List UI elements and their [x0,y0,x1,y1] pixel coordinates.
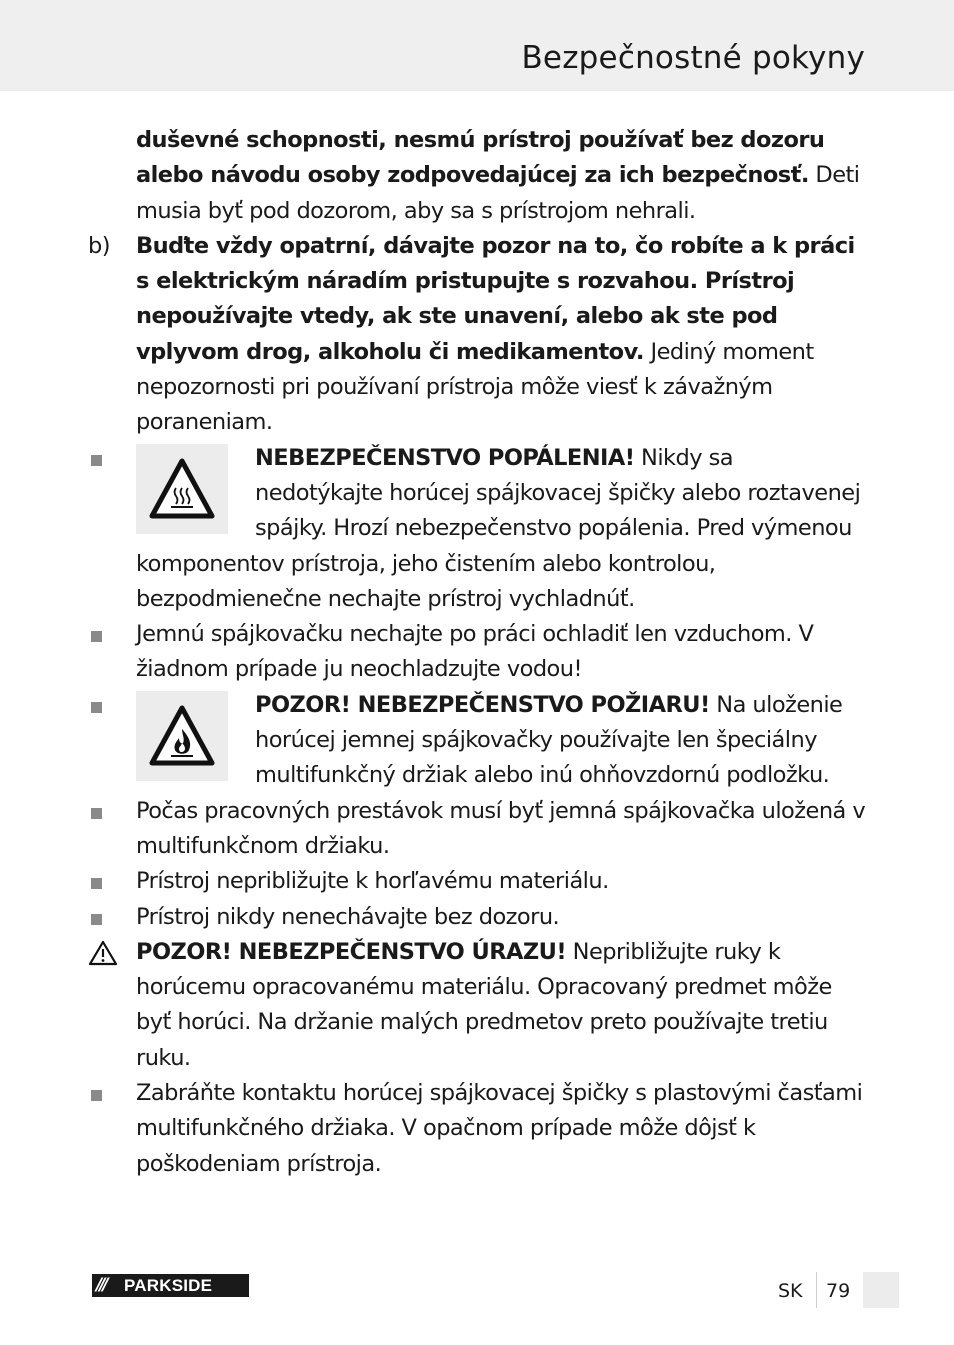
body-text: Nikdy sa nedotýkajte horúcej spájkovacej špičky alebo roztavenej spájky. Hrozí nebezpečenstvo popálenia. Pred výmenou komponentov prístroja, jeho čistením alebo kontrolou, bezpodmienečne nechajte prístroj vychladnúť. [136,444,861,612]
list-item [88,617,866,688]
hot-surface-warning-icon [136,444,228,534]
bold-text: NEBEZPEČENSTVO POPÁLENIA! [255,444,635,471]
body-text: Deti musia byť pod dozorom, aby sa s prístrojom nehrali. [136,162,860,224]
list-item [88,1076,866,1182]
body-text: Nepribližujte ruky k horúcemu opracovanému materiálu. Opracovaný predmet môže byť horúci. Na držanie malých predmetov preto používajte tretiu ruku. [136,938,832,1071]
body-text: Jediný moment nepozornosti pri používaní prístroja môže viesť k závažným poraneniam. [136,338,814,436]
paragraph [88,123,866,229]
list-item [88,688,866,794]
list-item [88,864,866,899]
body-text: Prístroj nepribližujte k horľavému materiálu. [136,868,609,895]
warning-triangle-icon [88,940,118,977]
bold-text: POZOR! NEBEZPEČENSTVO ÚRAZU! [136,938,567,965]
footer-divider [816,1272,817,1308]
page-title: Bezpečnostné pokyny [521,40,865,76]
list-item [88,441,866,617]
page-tab-marker [863,1272,899,1308]
parkside-logo [92,1274,249,1297]
list-marker: b) [88,232,110,259]
page-number: 79 [826,1280,851,1302]
logo-slashes: /// [96,1275,106,1295]
bold-text: duševné schopnosti, nesmú prístroj používať bez dozoru alebo návodu osoby zodpovedajúcej za ich bezpečnosť. [136,127,825,189]
page-content [88,123,866,1182]
body-text: Zabráňte kontaktu horúcej spájkovacej špičky s plastovými časťami multifunkčného držiaka. V opačnom prípade môže dôjsť k poškodeniam prístroja. [136,1080,863,1177]
list-item [88,935,866,1076]
body-text: Jemnú spájkovačku nechajte po práci ochladiť len vzduchom. V žiadnom prípade ju neochladzujte vodou! [136,621,814,683]
list-item [88,900,866,935]
body-text: Na uloženie horúcej jemnej spájkovačky používajte len špeciálny multifunkčný držiak alebo inú ohňovzdornú podložku. [255,691,843,789]
bold-text: POZOR! NEBEZPEČENSTVO POŽIARU! [255,691,710,718]
language-code: SK [778,1280,803,1302]
bold-text: Buďte vždy opatrní, dávajte pozor na to, čo robíte a k práci s elektrickým náradím pristupujte s rozvahou. Prístroj nepoužívajte vtedy, ak ste unavení, alebo ak ste pod vplyvom drog, alkoholu či medikamentov. [136,232,855,365]
body-text: Prístroj nikdy nenechávajte bez dozoru. [136,903,560,930]
fire-warning-icon [136,691,228,781]
body-text: Počas pracovných prestávok musí byť jemná spájkovačka uložená v multifunkčnom držiaku. [136,797,866,859]
list-item [88,229,866,441]
logo-text: PARKSIDE [124,1276,213,1295]
list-item [88,794,866,865]
